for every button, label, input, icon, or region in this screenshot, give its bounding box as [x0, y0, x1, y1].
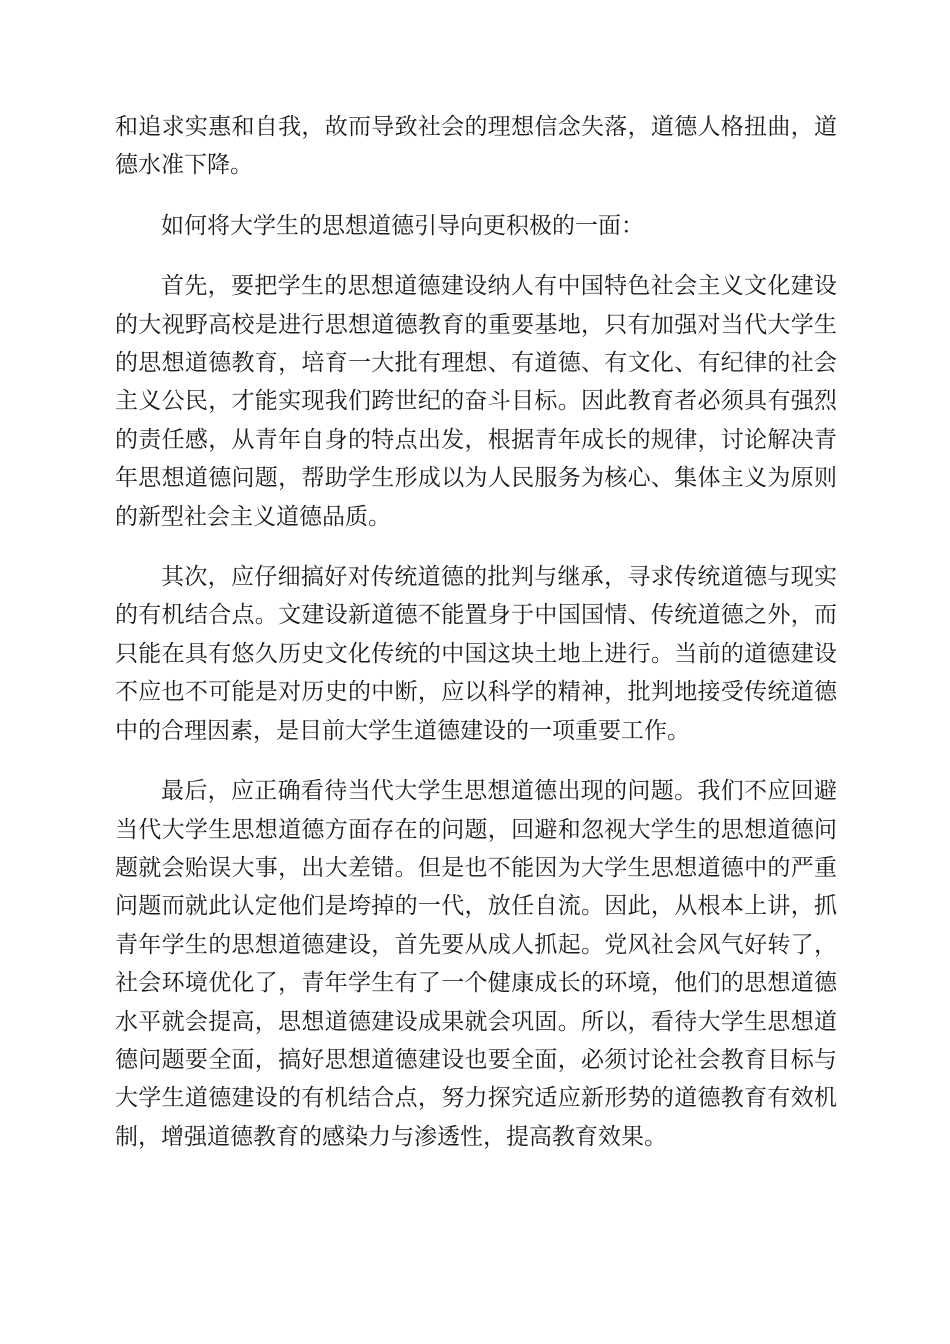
- document-body: [115, 108, 837, 1178]
- paragraph-second: 其次，应仔细搞好对传统道德的批判与继承，寻求传统道德与现实的有机结合点。文建设新道德不能置身于中国国情、传统道德之外，而只能在具有悠久历史文化传统的中国这块土地上进行。当前的道德建设不应也不可能是对历史的中断，应以科学的精神，批判地接受传统道德中的合理因素，是目前大学生道德建设的一项重要工作。: [115, 564, 837, 744]
- paragraph-continuation: 和追求实惠和自我，故而导致社会的理想信念失落，道德人格扭曲，道德水准下降。: [115, 114, 837, 179]
- paragraph-intro: 如何将大学生的思想道德引导向更积极的一面：: [161, 212, 644, 239]
- paragraph-last: 最后，应正确看待当代大学生思想道德出现的问题。我们不应回避当代大学生思想道德方面存在的问题，回避和忽视大学生的思想道德问题就会贻误大事，出大差错。但是也不能因为大学生思想道德中的严重问题而就此认定他们是垮掉的一代，放任自流。因此，从根本上讲，抓青年学生的思想道德建设，首先要从成人抓起。党风社会风气好转了，社会环境优化了，青年学生有了一个健康成长的环境，他们的思想道德水平就会提高，思想道德建设成果就会巩固。所以，看待大学生思想道德问题要全面，搞好思想道德建设也要全面，必须讨论社会教育目标与大学生道德建设的有机结合点，努力探究适应新形势的道德教育有效机制，增强道德教育的感染力与渗透性，提高教育效果。: [115, 778, 837, 1150]
- paragraph-first: 首先，要把学生的思想道德建设纳人有中国特色社会主义文化建设的大视野高校是进行思想道德教育的重要基地，只有加强对当代大学生的思想道德教育，培育一大批有理想、有道德、有文化、有纪律的社会主义公民，才能实现我们跨世纪的奋斗目标。因此教育者必须具有强烈的责任感，从青年自身的特点出发，根据青年成长的规律，讨论解决青年思想道德问题，帮助学生形成以为人民服务为核心、集体主义为原则的新型社会主义道德品质。: [115, 273, 837, 530]
